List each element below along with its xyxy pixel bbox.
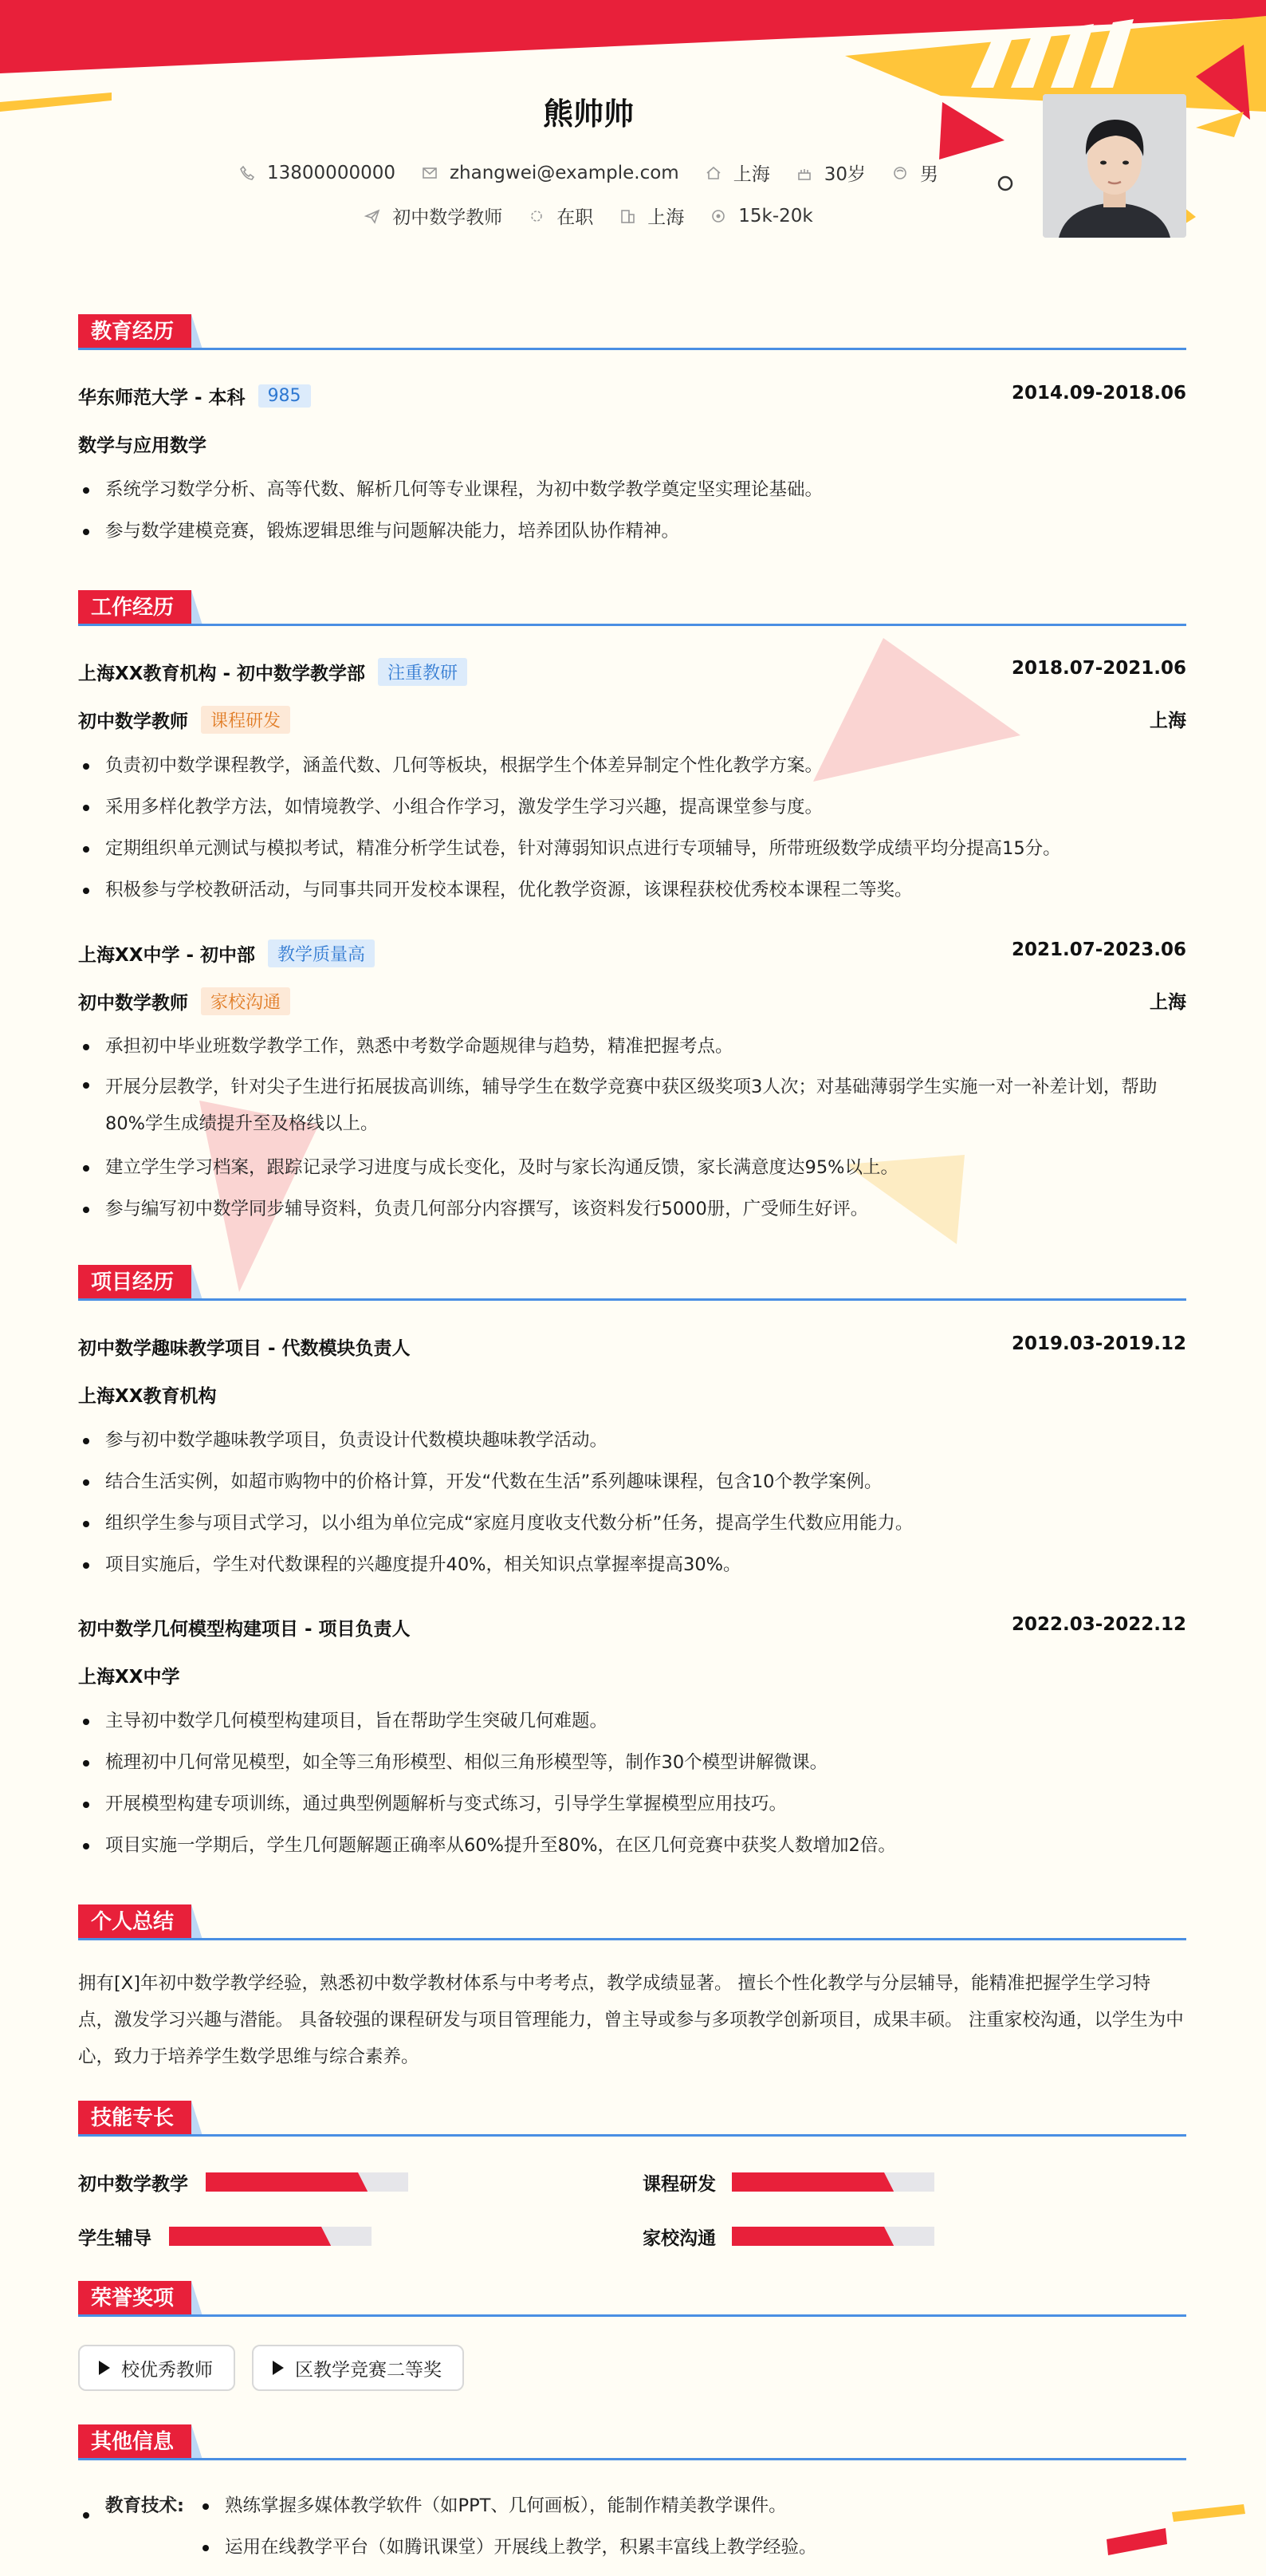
contact-phone: 13800000000	[238, 163, 395, 183]
list-item: 项目实施后，学生对代数课程的兴趣度提升40%，相关知识点掌握率提高30%。	[78, 1549, 1186, 1581]
summary-text: 拥有[X]年初中数学教学经验，熟悉初中数学教材体系与中考考点，教学成绩显著。 擅长个性化教学与分层辅导，能精准把握学生学习特点，激发学习兴趣与潜能。 具备较强的课程研发与项目管理能力，曾主导或参与多项教学创新项目，成果丰硕。 注重家校沟通，以学生为中心，致力于培养学生数学思维与综合素养。	[78, 1973, 1184, 2067]
school-name: 华东师范大学 - 本科	[78, 388, 246, 408]
list-item: 开展分层教学，针对尖子生进行拓展拔高训练，辅导学生在数学竞赛中获区级奖项3人次；对基础薄弱学生实施一对一补差计划，帮助80%学生成绩提升至及格线以上。	[78, 1069, 1186, 1142]
section-title: 工作经历	[78, 590, 191, 625]
section-divider	[78, 2314, 1186, 2317]
gender-icon	[891, 164, 909, 182]
section-education	[78, 314, 1186, 351]
profile-photo	[1043, 94, 1186, 238]
bullet-dot	[83, 2512, 89, 2519]
work-date: 2018.07-2021.06	[1011, 658, 1186, 679]
skill-bar	[732, 2172, 934, 2192]
other-label: 教育技术:	[105, 2495, 184, 2516]
section-title: 个人总结	[78, 1904, 191, 1940]
list-item: 主导初中数学几何模型构建项目，旨在帮助学生突破几何难题。	[78, 1705, 1186, 1737]
work-date: 2021.07-2023.06	[1011, 939, 1186, 960]
project-title: 初中数学趣味教学项目 - 代数模块负责人	[78, 1338, 411, 1359]
project-org: 上海XX教育机构	[78, 1386, 217, 1407]
section-projects	[78, 1265, 1186, 1302]
section-awards	[78, 2281, 1186, 2318]
role-name: 初中数学教师	[78, 993, 188, 1014]
section-divider	[78, 2458, 1186, 2460]
skill-bar	[732, 2227, 934, 2246]
section-skills	[78, 2101, 1186, 2137]
skill-name: 初中数学教学	[78, 2174, 188, 2195]
list-item: 定期组织单元测试与模拟考试，精准分析学生试卷，针对薄弱知识点进行专项辅导，所带班级数学成绩平均分提高15分。	[78, 833, 1186, 865]
contact-row	[78, 160, 1099, 186]
list-item: 项目实施一学期后，学生几何题解题正确率从60%提升至80%，在区几何竞赛中获奖人数增加2倍。	[78, 1830, 1186, 1861]
role-badge: 课程研发	[201, 706, 290, 734]
list-item: 负责初中数学课程教学，涵盖代数、几何等板块，根据学生个体差异制定个性化教学方案。	[78, 750, 1186, 782]
cake-icon	[796, 164, 813, 182]
contact-location: 上海	[705, 160, 770, 186]
contact-age: 30岁	[796, 160, 866, 186]
section-title: 项目经历	[78, 1265, 191, 1300]
building-icon	[619, 207, 636, 225]
section-work	[78, 590, 1186, 627]
list-item: 组织学生参与项目式学习，以小组为单位完成“家庭月度收支代数分析”任务，提高学生代数应用能力。	[78, 1507, 1186, 1539]
skill-bar	[169, 2227, 372, 2246]
project-date: 2019.03-2019.12	[1011, 1333, 1186, 1354]
list-item: 运用在线教学平台（如腾讯课堂）开展线上教学，积累丰富线上教学经验。	[198, 2531, 1154, 2563]
skill-bar-fill	[169, 2227, 331, 2246]
section-divider	[78, 1298, 1186, 1301]
bottom-yellow-stripe	[1172, 2504, 1245, 2522]
skill-name: 家校沟通	[643, 2228, 716, 2249]
job-salary: 15k-20k	[710, 206, 812, 226]
job-row	[78, 203, 1099, 229]
salary-icon	[710, 207, 727, 225]
section-title: 技能专长	[78, 2101, 191, 2136]
list-item: 梳理初中几何常见模型，如全等三角形模型、相似三角形模型等，制作30个模型讲解微课。	[78, 1747, 1186, 1778]
list-item: 参与初中数学趣味教学项目，负责设计代数模块趣味教学活动。	[78, 1424, 1186, 1456]
company-name: 上海XX中学 - 初中部	[78, 945, 256, 966]
company-badge: 注重教研	[378, 658, 467, 686]
top-right-yellow-triangle	[1196, 112, 1244, 137]
contact-email: zhangwei@example.com	[421, 163, 679, 183]
work-2-bullets	[78, 1030, 1186, 1235]
section-other	[78, 2424, 1186, 2461]
play-icon	[99, 2361, 110, 2375]
skill-name: 课程研发	[643, 2174, 716, 2195]
list-item: 系统学习数学分析、高等代数、解析几何等专业课程，为初中数学教学奠定坚实理论基础。	[78, 474, 1186, 506]
major: 数学与应用数学	[78, 435, 206, 456]
section-title: 荣誉奖项	[78, 2281, 191, 2316]
education-date: 2014.09-2018.06	[1011, 383, 1186, 404]
work-city: 上海	[1150, 711, 1186, 731]
status-icon	[528, 207, 545, 225]
list-item: 承担初中毕业班数学教学工作，熟悉中考数学命题规律与趋势，精准把握考点。	[78, 1030, 1186, 1062]
section-title: 其他信息	[78, 2424, 191, 2460]
project-1-bullets	[78, 1424, 1186, 1590]
work-city: 上海	[1150, 992, 1186, 1013]
contact-gender: 男	[891, 160, 938, 186]
list-item: 积极参与学校教研活动，与同事共同开发校本课程，优化教学资源，该课程获校优秀校本课程二等奖。	[78, 874, 1186, 906]
candidate-name: 熊帅帅	[542, 97, 634, 132]
list-item: 结合生活实例，如超市购物中的价格计算，开发“代数在生活”系列趣味课程，包含10个教学案例。	[78, 1466, 1186, 1498]
list-item: 开展模型构建专项训练，通过典型例题解析与变式练习，引导学生掌握模型应用技巧。	[78, 1788, 1186, 1820]
role-badge: 家校沟通	[201, 987, 290, 1015]
project-title: 初中数学几何模型构建项目 - 项目负责人	[78, 1619, 411, 1640]
job-city: 上海	[619, 203, 684, 229]
list-item: 熟练掌握多媒体教学软件（如PPT、几何画板），能制作精美教学课件。	[198, 2490, 1154, 2522]
skill-bar-fill	[732, 2172, 894, 2192]
skill-name: 学生辅导	[78, 2228, 151, 2249]
section-title: 教育经历	[78, 314, 191, 349]
company-badge: 教学质量高	[268, 939, 375, 967]
home-icon	[705, 164, 722, 182]
skill-bar	[206, 2172, 408, 2192]
phone-icon	[238, 164, 256, 182]
list-item: 建立学生学习档案，跟踪记录学习进度与成长变化，及时与家长沟通反馈，家长满意度达95%以上。	[78, 1152, 1186, 1184]
work-1-bullets	[78, 750, 1186, 916]
list-item: 采用多样化教学方法，如情境教学、小组合作学习，激发学生学习兴趣，提高课堂参与度。	[78, 791, 1186, 823]
award-chip: 区教学竞赛二等奖	[252, 2345, 464, 2391]
section-divider	[78, 1938, 1186, 1940]
list-item: 参与编写初中数学同步辅导资料，负责几何部分内容撰写，该资料发行5000册，广受师生好评。	[78, 1193, 1186, 1225]
list-item: 参与数学建模竞赛，锻炼逻辑思维与问题解决能力，培养团队协作精神。	[78, 515, 1186, 547]
section-divider	[78, 348, 1186, 350]
school-badge: 985	[258, 384, 311, 408]
role-name: 初中数学教师	[78, 711, 188, 732]
company-name: 上海XX教育机构 - 初中数学教学部	[78, 664, 366, 684]
skill-bar-fill	[206, 2172, 368, 2192]
project-org: 上海XX中学	[78, 1667, 180, 1688]
project-date: 2022.03-2022.12	[1011, 1614, 1186, 1635]
mail-icon	[421, 164, 438, 182]
section-divider	[78, 624, 1186, 626]
send-icon	[364, 207, 381, 225]
other-list	[198, 2490, 1154, 2573]
award-chip: 校优秀教师	[78, 2345, 235, 2391]
job-title: 初中数学教师	[364, 203, 502, 229]
job-status: 在职	[528, 203, 593, 229]
play-icon	[273, 2361, 284, 2375]
section-divider	[78, 2134, 1186, 2137]
section-summary	[78, 1904, 1186, 1941]
project-2-bullets	[78, 1705, 1186, 1871]
education-bullets	[78, 474, 1186, 557]
skill-bar-fill	[732, 2227, 894, 2246]
